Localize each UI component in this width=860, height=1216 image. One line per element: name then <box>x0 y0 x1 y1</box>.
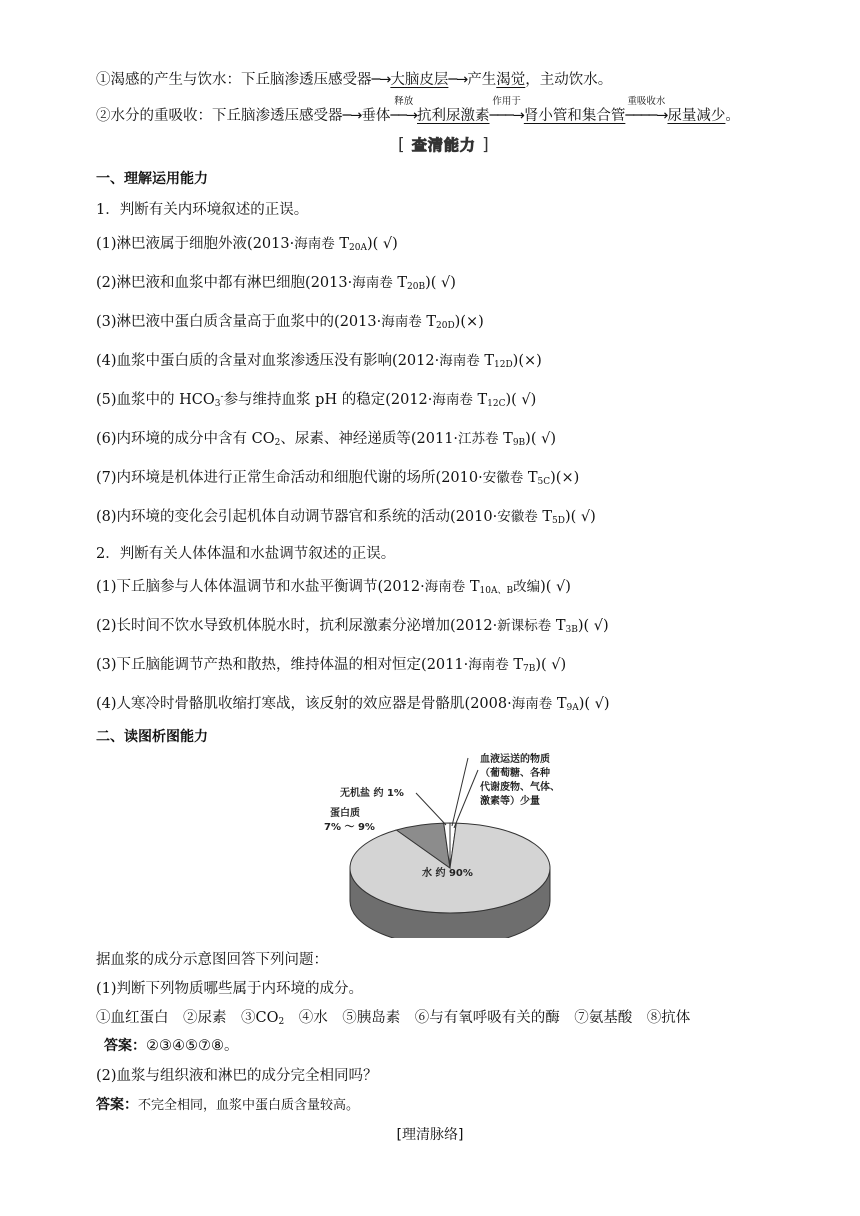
item-question-sub: 12D <box>494 360 513 370</box>
flow-node-pituitary: 垂体 <box>361 108 391 124</box>
item-question-sub: 12C <box>487 399 506 409</box>
banner-close-bracket: ] <box>482 135 490 155</box>
arrow-acts-on-icon: 作用于 ───→ <box>489 96 524 124</box>
item-source-note: 改编 <box>513 579 541 595</box>
item-question-no: T <box>472 392 488 408</box>
item-judgement: )(×) <box>550 470 580 486</box>
item-question-no: T <box>508 657 523 673</box>
flow-thirst-lead: ①渴感的产生与饮水：下丘脑渗透压感受器 <box>96 72 372 88</box>
item-subscript: 2 <box>274 438 281 448</box>
section2-q1: (1)判断下列物质哪些属于内环境的成分。 <box>96 981 364 997</box>
flow-thirst-tail: ，主动饮水。 <box>525 72 613 88</box>
item-judgement: )( √) <box>578 696 610 712</box>
footer-heading: [理清脉络] <box>396 1127 464 1143</box>
item-question-sub: 3B <box>565 625 578 635</box>
flow-thirst <box>96 68 612 89</box>
item-text: (8)内环境的变化会引起机体自动调节器官和系统的活动(2010· <box>96 509 498 525</box>
item-superscript: - <box>220 392 224 402</box>
flow-thirst-mid: 产生 <box>467 72 497 88</box>
item-question-no: T <box>552 696 567 712</box>
item-question-no: T <box>392 275 407 291</box>
answer1-text: ②③④⑤⑦⑧。 <box>146 1038 239 1054</box>
item-source: 海南卷 <box>381 314 422 330</box>
item-source: 海南卷 <box>511 696 553 712</box>
q1-item <box>96 232 398 253</box>
q2-item <box>96 692 610 713</box>
flow-reabsorption-lead: ②水分的重吸收：下丘脑渗透压感受器 <box>96 108 343 124</box>
item-question-sub: 20B <box>407 282 426 292</box>
item-question-no: T <box>537 509 552 525</box>
item-judgement: )( √) <box>540 579 571 595</box>
arrow-label-release: 释放 <box>394 96 414 107</box>
leader-line-other-2 <box>452 758 468 826</box>
flow-node-tubules: 肾小管和集合管 <box>523 108 626 124</box>
item-source: 安徽卷 <box>497 509 538 525</box>
item-question-no: T <box>523 470 538 486</box>
item-source: 安徽卷 <box>482 470 524 486</box>
flow-thirst-node-thirst: 渴觉 <box>496 72 526 88</box>
arrow-icon: ─→ <box>448 72 468 88</box>
arrow-label-reabsorb: 重吸收水 <box>627 96 666 107</box>
pie-label-salt: 无机盐 约 1% <box>340 788 404 799</box>
item-text: (5)血浆中的 HCO <box>96 392 215 408</box>
q2-item <box>96 614 609 635</box>
arrow-label-acts-on: 作用于 <box>492 96 521 107</box>
item-question-no: T <box>498 431 513 447</box>
item-source: 海南卷 <box>424 579 466 595</box>
leader-line-salt <box>416 793 446 825</box>
pie-label-other: （葡萄糖、各种 <box>480 768 550 779</box>
item-source: 江苏卷 <box>458 431 499 447</box>
options-sub: 2 <box>278 1017 285 1027</box>
item-judgement: )(×) <box>454 314 484 330</box>
q1-item <box>96 427 556 448</box>
item-judgement: )( √) <box>535 657 567 673</box>
section2-answer2 <box>96 1094 359 1114</box>
options-tail: ④水 ⑤胰岛素 ⑥与有氧呼吸有关的酶 ⑦氨基酸 ⑧抗体 <box>284 1010 691 1026</box>
item-judgement: )( √) <box>577 618 609 634</box>
answer2-text: 不完全相同，血浆中蛋白质含量较高。 <box>138 1098 360 1113</box>
item-source: 海南卷 <box>439 353 480 369</box>
item-text: (6)内环境的成分中含有 CO <box>96 431 275 447</box>
item-question-sub: 9A <box>566 703 579 713</box>
item-text: 、尿素、神经递质等(2011· <box>280 431 459 447</box>
arrow-icon: ─→ <box>342 108 362 124</box>
item-question-no: T <box>334 236 349 252</box>
arrow-release-icon: 释放 ──→ <box>390 96 417 124</box>
pie-label-protein: 蛋白质 <box>330 808 360 819</box>
section1-heading: 一、理解运用能力 <box>96 171 208 187</box>
item-judgement: )( √) <box>564 509 596 525</box>
item-question-sub: 9B <box>512 438 526 448</box>
arrow-reabsorb-icon: 重吸收水 ────→ <box>625 96 668 124</box>
q1-item <box>96 505 596 526</box>
item-text: (1)下丘脑参与人体体温调节和水盐平衡调节(2012· <box>96 579 425 595</box>
item-text: (3)下丘脑能调节产热和散热，维持体温的相对恒定(2011· <box>96 657 469 673</box>
item-question-no: T <box>479 353 494 369</box>
q2-item <box>96 575 571 596</box>
item-text: (7)内环境是机体进行正常生命活动和细胞代谢的场所(2010· <box>96 470 483 486</box>
item-question-sub: 10A、B <box>479 586 514 596</box>
q2-title: 2．判断有关人体体温和水盐调节叙述的正误。 <box>96 546 396 562</box>
item-question-sub: 20D <box>436 321 455 331</box>
section2-heading: 二、读图析图能力 <box>96 729 208 745</box>
flow-reabsorption-tail: 。 <box>725 108 740 124</box>
q1-item <box>96 349 542 370</box>
item-text: (4)血浆中蛋白质的含量对血浆渗透压没有影响(2012· <box>96 353 440 369</box>
item-text: (4)人寒冷时骨骼肌收缩打寒战，该反射的效应器是骨骼肌(2008· <box>96 696 512 712</box>
banner-text: 查清能力 <box>411 136 476 154</box>
item-text: (2)淋巴液和血浆中都有淋巴细胞(2013· <box>96 275 353 291</box>
answer2-label: 答案： <box>96 1097 138 1113</box>
section2-q2: (2)血浆与组织液和淋巴的成分完全相同吗？ <box>96 1068 378 1084</box>
pie-label-water: 水 约 90% <box>422 868 473 879</box>
item-text: (1)淋巴液属于细胞外液(2013· <box>96 236 295 252</box>
item-judgement: )( √) <box>366 236 398 252</box>
item-question-sub: 5D <box>552 516 565 526</box>
item-question-no: T <box>421 314 436 330</box>
arrow-icon: ─→ <box>371 72 391 88</box>
item-source: 海南卷 <box>468 657 509 673</box>
item-text: 参与维持血浆 pH 的稳定(2012· <box>223 392 433 408</box>
leader-line-other <box>454 770 478 828</box>
item-judgement: )( √) <box>525 431 556 447</box>
flow-node-adh: 抗利尿激素 <box>417 108 490 124</box>
item-source: 海南卷 <box>432 392 473 408</box>
section2-intro: 据血浆的成分示意图回答下列问题： <box>96 952 328 968</box>
item-question-no: T <box>551 618 566 634</box>
section-banner <box>398 134 490 155</box>
q1-title: 1．判断有关内环境叙述的正误。 <box>96 202 309 218</box>
item-subscript: 3 <box>214 399 221 409</box>
item-source: 新课标卷 <box>497 618 552 634</box>
section2-answer1 <box>104 1034 239 1055</box>
item-question-sub: 7B <box>523 664 536 674</box>
q1-item <box>96 271 456 292</box>
pie-label-other: 血液运送的物质 <box>480 754 550 765</box>
q1-item <box>96 310 484 331</box>
item-judgement: )( √) <box>505 392 537 408</box>
pie-label-protein-value: 7% ～ 9% <box>324 822 375 833</box>
flow-node-urine: 尿量减少 <box>667 108 726 124</box>
section2-options <box>96 1006 690 1027</box>
pie-label-other: 激素等）少量 <box>480 796 540 807</box>
item-source: 海南卷 <box>294 236 335 252</box>
flow-reabsorption <box>96 96 740 125</box>
pie-label-other: 代谢废物、气体、 <box>480 782 560 793</box>
answer1-label: 答案： <box>104 1038 146 1054</box>
q1-item <box>96 388 536 409</box>
item-source: 海南卷 <box>352 275 393 291</box>
q1-item <box>96 466 579 487</box>
item-text: (2)长时间不饮水导致机体脱水时，抗利尿激素分泌增加(2012· <box>96 618 498 634</box>
item-question-sub: 20A <box>349 243 367 253</box>
item-question-sub: 5C <box>537 477 551 487</box>
item-judgement: )( √) <box>425 275 456 291</box>
flow-thirst-node-cortex: 大脑皮层 <box>390 72 449 88</box>
item-text: (3)淋巴液中蛋白质含量高于血浆中的(2013· <box>96 314 382 330</box>
item-judgement: )(×) <box>512 353 542 369</box>
plasma-composition-pie-chart <box>300 748 580 938</box>
q2-item <box>96 653 566 674</box>
item-question-no: T <box>465 579 480 595</box>
banner-open-bracket: [ <box>398 135 406 155</box>
options-text: ①血红蛋白 ②尿素 ③CO <box>96 1010 279 1026</box>
